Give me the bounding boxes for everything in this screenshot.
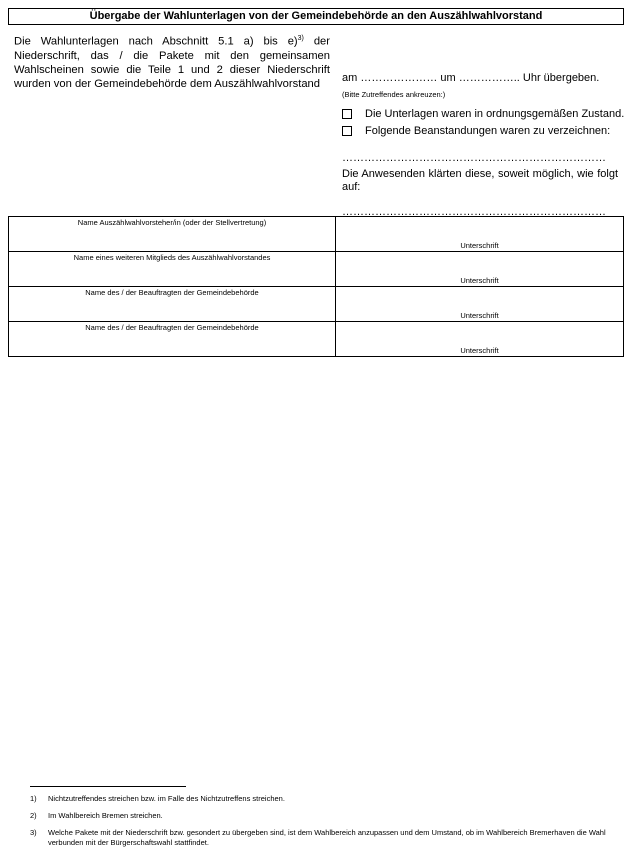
instruction-note: (Bitte Zutreffendes ankreuzen:) xyxy=(342,90,446,99)
signature-row xyxy=(9,322,624,357)
name-field[interactable]: Name Auszählwahlvorsteher/in (oder der Stellvertretung) xyxy=(9,217,336,252)
signature-field[interactable]: Unterschrift xyxy=(336,287,624,322)
clarification-text: Die Anwesenden klärten diese, soweit möglich, wie folgt auf: xyxy=(342,168,618,193)
name-field[interactable]: Name des / der Beauftragten der Gemeindebehörde xyxy=(9,287,336,322)
signature-row xyxy=(9,287,624,322)
footnote-text: Im Wahlbereich Bremen streichen. xyxy=(48,811,163,820)
signature-field[interactable]: Unterschrift xyxy=(336,217,624,252)
section-title: Übergabe der Wahlunterlagen von der Gemeindebehörde an den Auszählwahlvorstand xyxy=(8,8,624,25)
checkbox-row-issues[interactable] xyxy=(342,125,610,137)
footnote-text: Welche Pakete mit der Niederschrift bzw. gesondert zu übergeben sind, ist dem Wahlbereich anzupassen und dem Umstand, ob im Wahlbereich Bremerhaven die Wahl verbunden mit der Bürgerschaftswahl stattfindet. xyxy=(48,828,606,847)
checkbox-issues[interactable] xyxy=(342,126,352,136)
name-field[interactable]: Name des / der Beauftragten der Gemeindebehörde xyxy=(9,322,336,357)
signature-field[interactable]: Unterschrift xyxy=(336,322,624,357)
name-field[interactable]: Name eines weiteren Mitglieds des Auszählwahlvorstandes xyxy=(9,252,336,287)
footnote xyxy=(30,828,620,848)
footnote-number: 2) xyxy=(30,811,37,820)
footnote-number: 3) xyxy=(30,828,37,837)
footnote-divider xyxy=(30,786,186,787)
signature-row xyxy=(9,252,624,287)
footnote xyxy=(30,794,620,804)
issues-fill-line[interactable]: ……………………………………………………………… xyxy=(342,152,606,164)
handover-line[interactable]: am ………………… um …………….. Uhr übergeben. xyxy=(342,72,600,84)
footnote-text: Nichtzutreffendes streichen bzw. im Falle des Nichtzutreffens streichen. xyxy=(48,794,285,803)
footnote xyxy=(30,811,620,821)
checkbox-row-ok[interactable] xyxy=(342,108,624,120)
signature-row xyxy=(9,217,624,252)
footnote-number: 1) xyxy=(30,794,37,803)
intro-part1: Die Wahlunterlagen nach Abschnitt 5.1 a) bis e) xyxy=(14,35,298,48)
signature-field[interactable]: Unterschrift xyxy=(336,252,624,287)
checkbox-issues-label: Folgende Beanstandungen waren zu verzeichnen: xyxy=(365,125,611,137)
checkbox-ok-label: Die Unterlagen waren in ordnungsgemäßen Zustand. xyxy=(365,108,625,120)
footnote-ref: 3) xyxy=(297,35,304,42)
checkbox-ok[interactable] xyxy=(342,109,352,119)
clarification-fill-line[interactable]: ……………………………………………………………… xyxy=(342,206,606,218)
intro-part2: der Niederschrift, das / die Pakete mit den gemeinsamen Wahlscheinen sowie die Teile 1 und 2 dieser Niederschrift wurden von der Gemeindebehörde dem Auszählwahlvorstand xyxy=(14,35,330,90)
signature-table xyxy=(8,216,624,357)
intro-text xyxy=(14,32,330,91)
